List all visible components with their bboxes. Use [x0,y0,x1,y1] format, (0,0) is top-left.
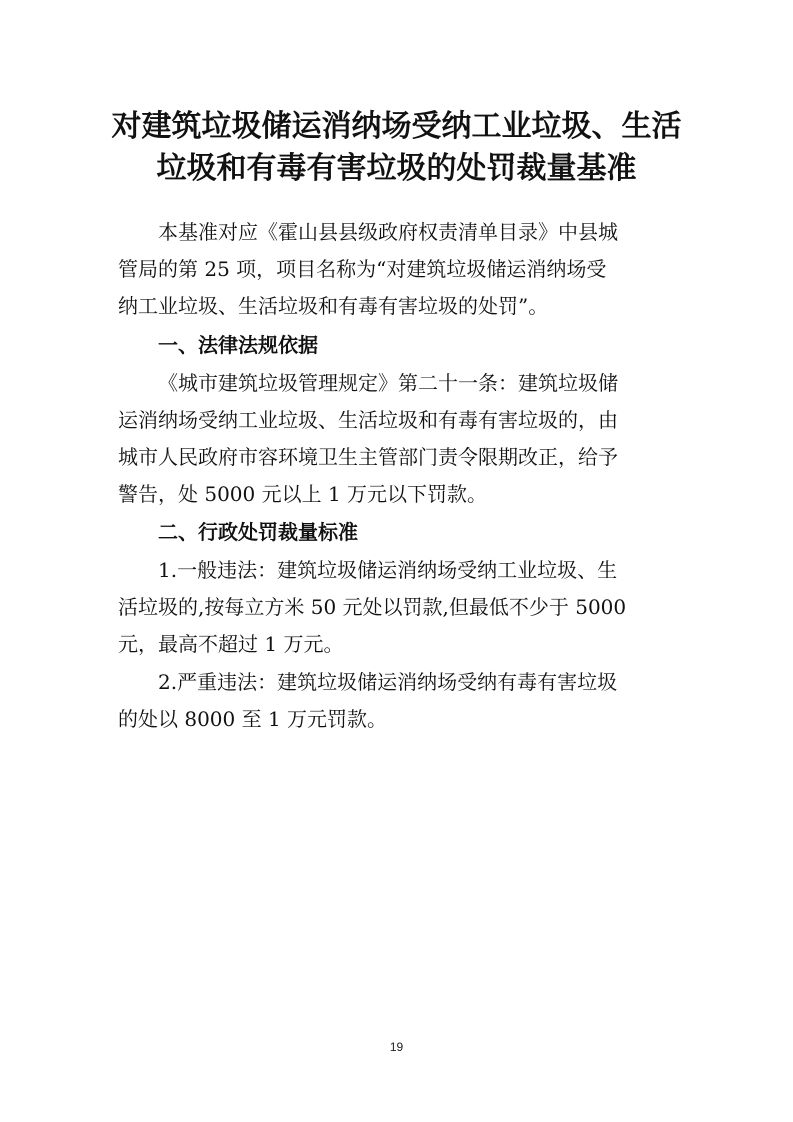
document-title-line-1: 对建筑垃圾储运消纳场受纳工业垃圾、生活 [111,109,682,144]
item-1-paragraph [118,552,678,663]
section-1-heading: 一、法律法规依据 [158,333,318,357]
section-1-line: 警告，处 5000 元以上 1 万元以下罚款。 [118,482,488,506]
intro-line: 本基准对应《霍山县县级政府权责清单目录》中县城 [158,220,618,244]
section-1-line: 《城市建筑垃圾管理规定》第二十一条：建筑垃圾储 [158,371,618,395]
intro-paragraph [118,214,678,325]
section-1-paragraph [118,365,678,513]
item-2-paragraph [118,664,678,738]
item-1-line: 元，最高不超过 1 万元。 [118,632,344,656]
item-1-line: 1.一般违法：建筑垃圾储运消纳场受纳工业垃圾、生 [158,558,618,582]
item-2-line: 2.严重违法：建筑垃圾储运消纳场受纳有毒有害垃圾 [158,670,618,694]
document-title-line-2: 垃圾和有毒有害垃圾的处罚裁量基准 [156,151,637,186]
intro-line: 管局的第 25 项，项目名称为“对建筑垃圾储运消纳场受 [118,257,607,281]
section-1-line: 城市人民政府市容环境卫生主管部门责令限期改正，给予 [118,445,618,469]
item-2-line: 的处以 8000 至 1 万元罚款。 [118,707,388,731]
item-1-line: 活垃圾的,按每立方米 50 元处以罚款,但最低不少于 5000 [118,595,627,619]
intro-line: 纳工业垃圾、生活垃圾和有毒有害垃圾的处罚”。 [118,294,549,318]
section-1-line: 运消纳场受纳工业垃圾、生活垃圾和有毒有害垃圾的，由 [118,408,618,432]
page-number: 19 [389,1040,404,1054]
section-2-heading: 二、行政处罚裁量标准 [158,520,358,544]
